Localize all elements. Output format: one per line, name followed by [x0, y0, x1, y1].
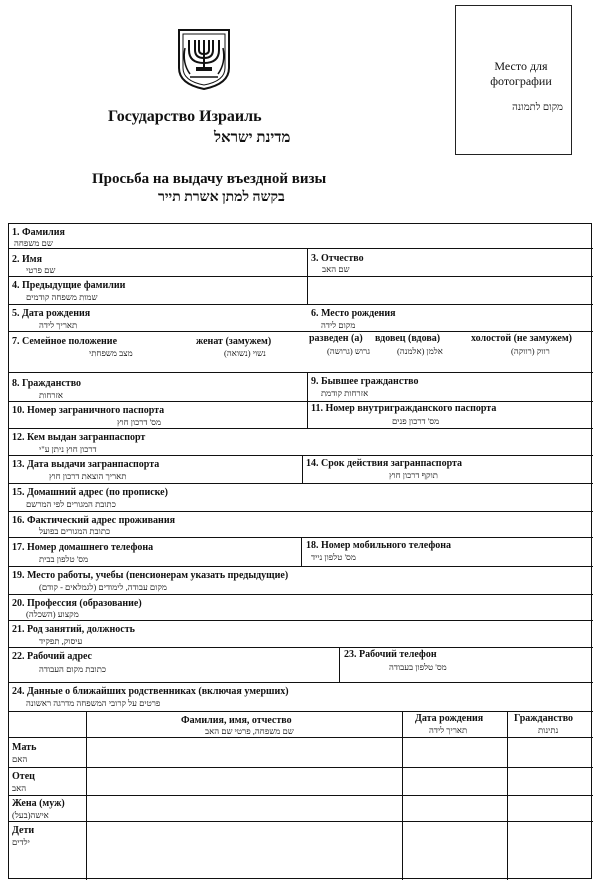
- field-former-citizenship-hebrew: אזרחות קודמת: [321, 388, 369, 398]
- table-row-spouse-hebrew: אישה(בעל): [12, 810, 49, 820]
- field-name-hebrew: שם פרטי: [26, 265, 56, 275]
- photo-label-hebrew: מקום לתמונה: [512, 102, 563, 113]
- field-passport-issuer-label: 12. Кем выдан загранпаспорт: [12, 432, 146, 443]
- field-surname-label: 1. Фамилия: [12, 227, 65, 238]
- field-passport-expiry-hebrew: תוקף דרכון חוץ: [389, 470, 438, 480]
- table-row-children: Дети: [12, 825, 35, 836]
- table-row-spouse: Жена (муж): [12, 798, 65, 809]
- visa-form: [8, 223, 592, 879]
- photo-box: [455, 5, 572, 155]
- field-work-phone-hebrew: מס' טלפון בעבודה: [389, 662, 447, 672]
- table-header-citizenship-hebrew: נתינות: [538, 725, 559, 735]
- option-married-hebrew: נשוי (נשואה): [224, 348, 266, 358]
- option-married-label[interactable]: женат (замужем): [196, 336, 272, 347]
- field-birth-date-label: 5. Дата рождения: [12, 308, 91, 319]
- option-divorced-hebrew: גרוש (גרושה): [327, 346, 371, 356]
- field-mobile-phone-hebrew: מס' טלפון נייד: [311, 552, 356, 562]
- request-title: Просьба на выдачу въездной визы: [92, 171, 327, 187]
- field-passport-issue-date-hebrew: תאריך הוצאת דרכון חוץ: [49, 471, 127, 481]
- table-row-children-hebrew: ילדים: [12, 837, 30, 847]
- field-workplace-hebrew: מקום עבודה, לימודים (לגמלאים - קודם): [39, 582, 167, 592]
- field-occupation-hebrew: עיסוק, תפקיד: [39, 636, 83, 646]
- field-patronymic-label: 3. Отчество: [311, 253, 364, 264]
- field-work-address-label: 22. Рабочий адрес: [12, 651, 92, 662]
- field-name-label: 2. Имя: [12, 254, 42, 265]
- field-mobile-phone-label: 18. Номер мобильного телефона: [306, 540, 451, 551]
- table-header-fullname-hebrew: שם משפחה, פרטי שם האב: [205, 726, 294, 736]
- field-surname-hebrew: שם משפחה: [14, 238, 53, 248]
- field-actual-address-hebrew: כתובת המגורים בפועל: [39, 526, 111, 536]
- field-citizenship-label: 8. Гражданство: [12, 378, 82, 389]
- field-former-citizenship-label: 9. Бывшее гражданство: [311, 376, 419, 387]
- field-passport-issuer-hebrew: דרכון חוץ ניתן ע"י: [39, 444, 97, 454]
- emblem-icon: [176, 28, 232, 90]
- field-profession-hebrew: מקצוע (השכלה): [26, 609, 79, 619]
- photo-label: Место для фотографии: [490, 59, 552, 88]
- field-birth-place-hebrew: מקום לידה: [321, 320, 356, 330]
- table-row-mother: Мать: [12, 742, 37, 753]
- field-home-phone-hebrew: מס' טלפון בבית: [39, 554, 89, 564]
- option-widowed-hebrew: אלמן (אלמנה): [397, 346, 443, 356]
- table-header-birthdate-hebrew: תאריך לידה: [429, 725, 468, 735]
- field-passport-number-hebrew: מס' דרכון חוץ: [117, 417, 162, 427]
- table-row-father-hebrew: האב: [12, 783, 27, 793]
- field-citizenship-hebrew: אזרחות: [39, 390, 64, 400]
- option-single-label[interactable]: холостой (не замужем): [471, 333, 573, 344]
- field-marital-status-label: 7. Семейное положение: [12, 336, 118, 347]
- option-single-hebrew: רווק (רווקה): [511, 346, 550, 356]
- field-passport-expiry-label: 14. Срок действия загранпаспорта: [306, 458, 463, 469]
- state-title: Государство Израиль: [108, 108, 262, 125]
- table-header-fullname: Фамилия, имя, отчество: [181, 715, 292, 726]
- field-workplace-label: 19. Место работы, учебы (пенсионерам указать предыдущие): [12, 570, 289, 581]
- field-passport-number-label: 10. Номер заграничного паспорта: [12, 405, 165, 416]
- field-registered-address-hebrew: כתובת המגורים לפי המרשם: [26, 499, 116, 509]
- state-title-hebrew: מדינת ישראל: [214, 130, 291, 146]
- field-passport-issue-date-label: 13. Дата выдачи загранпаспорта: [12, 459, 160, 470]
- table-header-birthdate: Дата рождения: [415, 713, 484, 724]
- table-header-citizenship: Гражданство: [514, 713, 574, 724]
- field-relatives-hebrew: פרטים על קרובי המשפחה מדרגה ראשונה: [26, 698, 161, 708]
- table-row-father: Отец: [12, 771, 35, 782]
- field-previous-surnames-label: 4. Предыдущие фамилии: [12, 280, 126, 291]
- request-title-hebrew: בקשה למתן אשרת תייר: [158, 190, 285, 205]
- field-patronymic-hebrew: שם האב: [322, 264, 350, 274]
- field-previous-surnames-hebrew: שמות משפחה קודמים: [26, 292, 98, 302]
- field-home-phone-label: 17. Номер домашнего телефона: [12, 542, 154, 553]
- option-divorced-label[interactable]: разведен (а): [309, 333, 363, 344]
- field-work-phone-label: 23. Рабочий телефон: [344, 649, 437, 660]
- field-actual-address-label: 16. Фактический адрес проживания: [12, 515, 175, 526]
- field-birth-date-hebrew: תאריך לידה: [39, 320, 78, 330]
- field-occupation-label: 21. Род занятий, должность: [12, 624, 135, 635]
- field-relatives-label: 24. Данные о ближайших родственниках (включая умерших): [12, 686, 289, 697]
- option-widowed-label[interactable]: вдовец (вдова): [375, 333, 441, 344]
- field-birth-place-label: 6. Место рождения: [311, 308, 396, 319]
- field-profession-label: 20. Профессия (образование): [12, 598, 142, 609]
- field-work-address-hebrew: כתובת מקום העבודה: [39, 664, 107, 674]
- field-marital-status-hebrew: מצב משפחתי: [89, 348, 133, 358]
- field-internal-passport-label: 11. Номер внутригражданского паспорта: [311, 403, 497, 414]
- table-row-mother-hebrew: האם: [12, 754, 28, 764]
- field-internal-passport-hebrew: מס' דרכון פנים: [392, 416, 440, 426]
- field-registered-address-label: 15. Домашний адрес (по прописке): [12, 487, 168, 498]
